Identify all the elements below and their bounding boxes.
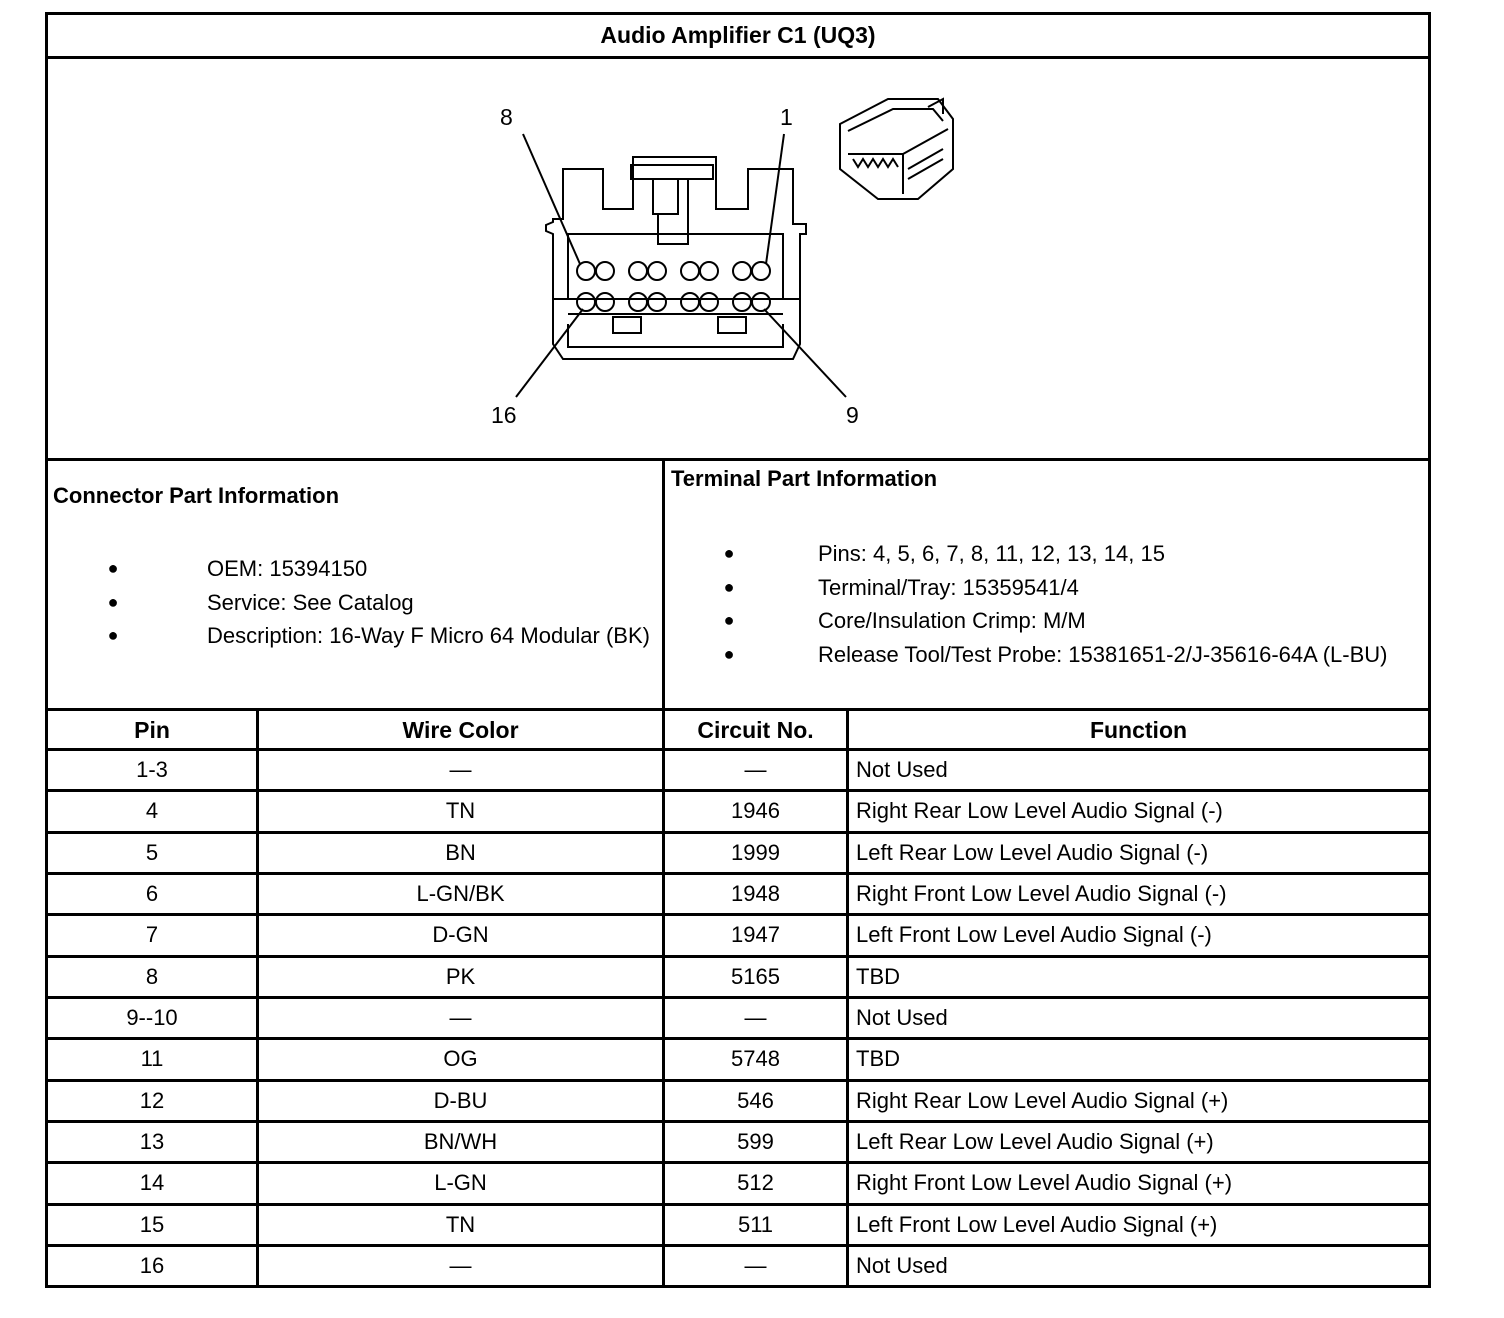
bullet-icon: ●	[723, 610, 735, 630]
cell-function: Right Front Low Level Audio Signal (+)	[856, 1170, 1233, 1196]
bullet-icon: ●	[723, 643, 735, 664]
cell-wire-color: —	[449, 1005, 472, 1031]
cell-function: Not Used	[856, 757, 948, 783]
cell-function: Not Used	[856, 1253, 948, 1279]
cell-wire-color: TN	[445, 1211, 476, 1237]
cell-function: Right Rear Low Level Audio Signal (+)	[856, 1087, 1229, 1113]
header-circuit: Circuit No.	[697, 716, 814, 743]
cell-wire-color: BN/WH	[423, 1129, 498, 1155]
pin-label-16: 16	[491, 402, 517, 428]
cell-function: Left Front Low Level Audio Signal (-)	[856, 922, 1212, 948]
cell-wire-color: D-BU	[433, 1087, 488, 1113]
connector-info-list	[103, 552, 650, 653]
list-item: ● Release Tool/Test Probe: 15381651-2/J-35616-64A (L-BU)	[719, 638, 1388, 672]
bullet-icon: ●	[723, 543, 735, 563]
cell-pin: 16	[139, 1253, 165, 1279]
cell-circuit: 1948	[731, 881, 780, 907]
cell-function: Left Front Low Level Audio Signal (+)	[856, 1211, 1218, 1237]
terminal-info-heading: Terminal Part Information	[671, 466, 938, 491]
header-function: Function	[1089, 716, 1188, 743]
page-title: Audio Amplifier C1 (UQ3)	[600, 22, 876, 48]
divider	[662, 458, 665, 708]
cell-function: TBD	[856, 1046, 900, 1072]
cell-circuit: 546	[737, 1087, 774, 1113]
bullet-icon: ●	[723, 576, 735, 597]
cell-circuit: —	[744, 1005, 767, 1031]
cell-pin: 14	[139, 1170, 165, 1196]
cell-pin: 4	[145, 798, 159, 824]
pin-label-9: 9	[846, 402, 859, 428]
connector-face-drawing	[48, 59, 1428, 459]
cell-function: Not Used	[856, 1005, 948, 1031]
cell-wire-color: OG	[443, 1046, 478, 1072]
cell-pin: 13	[139, 1129, 165, 1155]
cell-circuit: 512	[737, 1170, 774, 1196]
cell-pin: 11	[140, 1046, 164, 1072]
cell-wire-color: —	[449, 757, 472, 783]
cell-pin: 1-3	[136, 757, 168, 783]
cell-pin: 7	[145, 922, 159, 948]
cell-function: Right Front Low Level Audio Signal (-)	[856, 881, 1227, 907]
bullet-icon: ●	[107, 558, 119, 578]
terminal-info-list	[719, 537, 1388, 671]
cell-wire-color: L-GN/BK	[416, 881, 505, 907]
connector-info-heading: Connector Part Information	[53, 483, 340, 508]
cell-circuit: 5748	[731, 1046, 780, 1072]
cell-wire-color: BN	[445, 839, 476, 865]
pin-label-8: 8	[500, 104, 513, 130]
connector-diagram	[48, 59, 1428, 459]
cell-circuit: 1947	[731, 922, 780, 948]
cell-function: Left Rear Low Level Audio Signal (-)	[856, 839, 1209, 865]
cell-wire-color: L-GN	[434, 1170, 487, 1196]
cell-pin: 15	[139, 1211, 165, 1237]
cell-pin: 6	[145, 881, 159, 907]
list-item: ● Description: 16-Way F Micro 64 Modular (BK)	[103, 619, 650, 653]
header-pin: Pin	[134, 716, 170, 743]
cell-pin: 12	[139, 1087, 165, 1113]
bullet-icon: ●	[107, 625, 119, 645]
list-item: ● Terminal/Tray: 15359541/4	[719, 571, 1388, 605]
header-wire-color: Wire Color	[402, 716, 519, 743]
cell-wire-color: PK	[445, 963, 476, 989]
cell-function: Right Rear Low Level Audio Signal (-)	[856, 798, 1223, 824]
cell-circuit: 511	[737, 1211, 774, 1237]
cell-pin: 9--10	[126, 1005, 178, 1031]
pin-label-1: 1	[780, 104, 793, 130]
list-item: ● Core/Insulation Crimp: M/M	[719, 604, 1388, 638]
list-item: ● Service: See Catalog	[103, 586, 650, 620]
cell-circuit: —	[744, 1253, 767, 1279]
cell-circuit: 1946	[731, 798, 780, 824]
list-item: ● Pins: 4, 5, 6, 7, 8, 11, 12, 13, 14, 15	[719, 537, 1388, 571]
divider	[48, 458, 1428, 461]
cell-function: Left Rear Low Level Audio Signal (+)	[856, 1129, 1214, 1155]
cell-function: TBD	[856, 963, 900, 989]
cell-wire-color: D-GN	[432, 922, 489, 948]
connector-sheet	[45, 12, 1431, 1288]
cell-circuit: —	[744, 757, 767, 783]
cell-circuit: 5165	[731, 963, 780, 989]
cell-wire-color: —	[449, 1253, 472, 1279]
cell-pin: 8	[145, 963, 159, 989]
bullet-icon: ●	[107, 591, 119, 612]
cell-circuit: 599	[737, 1129, 774, 1155]
cell-pin: 5	[145, 839, 159, 865]
list-item: ● OEM: 15394150	[103, 552, 650, 586]
cell-circuit: 1999	[731, 839, 780, 865]
cell-wire-color: TN	[445, 798, 476, 824]
